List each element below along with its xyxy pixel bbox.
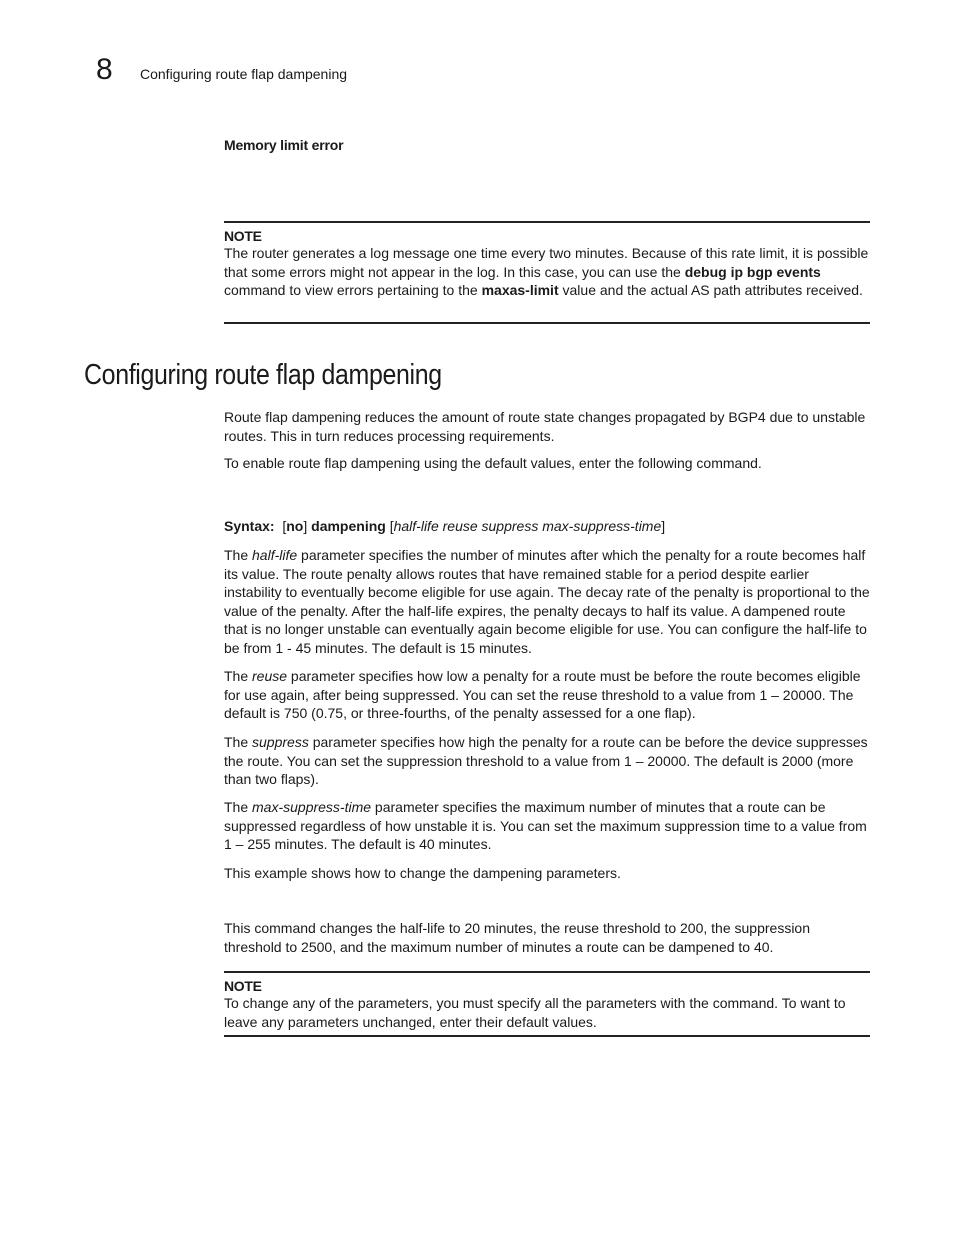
- suppress-paragraph: The suppress parameter specifies how high the penalty for a route can be before the device suppresses the route. You can set the suppression threshold to a value from 1 – 20000. The default is 2000 (more than two flaps).: [224, 734, 868, 788]
- syntax-line: Syntax: [no] dampening [half-life reuse suppress max-suppress-time]: [224, 518, 666, 534]
- syntax-parameters: half-life reuse suppress max-suppress-time: [393, 518, 662, 534]
- note-text: The router generates a log message one time every two minutes. Because of this rate limit, it is possible that some errors might not appear in the log. In this case, you can use the debug ip bgp events command to view errors pertaining to the maxas-limit value and the actual AS path attributes received.: [224, 245, 869, 299]
- reuse-paragraph: The reuse parameter specifies how low a penalty for a route must be before the route becomes eligible for use again, after being suppressed. You can set the reuse threshold to a value from 1 – 20000. The default is 750 (0.75, or three-fourths, of the penalty assessed for a one flap).: [224, 668, 861, 722]
- syntax-command: dampening: [311, 518, 386, 534]
- running-header-title: Configuring route flap dampening: [140, 66, 348, 82]
- note-label: NOTE: [224, 978, 262, 994]
- note-label: NOTE: [224, 228, 262, 244]
- syntax-label: Syntax:: [224, 518, 275, 534]
- note-box-parameters: [224, 971, 870, 1037]
- intro-paragraph: Route flap dampening reduces the amount of route state changes propagated by BGP4 due to unstable routes. This in turn reduces processing requirements.: [224, 409, 866, 444]
- memory-limit-heading: Memory limit error: [224, 137, 344, 153]
- intro-command-paragraph: To enable route flap dampening using the default values, enter the following command.: [224, 455, 762, 471]
- half-life-paragraph: The half-life parameter specifies the number of minutes after which the penalty for a route becomes half its value. The route penalty allows routes that have remained stable for a period despite earlier instability to eventually become eligible for use again. The decay rate of the penalty is proportional to the value of the penalty. After the half-life expires, the penalty decays to half its value. A dampened route that is no longer unstable can eventually again become eligible for use. You can configure the half-life to be from 1 - 45 minutes. The default is 15 minutes.: [224, 547, 870, 656]
- section-title: Configuring route flap dampening: [84, 359, 442, 391]
- command-maxas-limit: maxas-limit: [481, 282, 559, 299]
- note-box-log-rate: [224, 221, 870, 324]
- chapter-number: 8: [96, 53, 113, 86]
- note-text: To change any of the parameters, you must specify all the parameters with the command. To want to leave any parameters unchanged, enter their default values.: [224, 995, 846, 1030]
- example-result-paragraph: This command changes the half-life to 20 minutes, the reuse threshold to 200, the suppression threshold to 2500, and the maximum number of minutes a route can be dampened to 40.: [224, 920, 811, 955]
- command-debug-ip-bgp-events: debug ip bgp events: [684, 263, 821, 280]
- example-intro-paragraph: This example shows how to change the dampening parameters.: [224, 865, 621, 881]
- max-suppress-time-paragraph: The max-suppress-time parameter specifies the maximum number of minutes that a route can be suppressed regardless of how unstable it is. You can set the maximum suppression time to a value from 1 – 255 minutes. The default is 40 minutes.: [224, 799, 867, 853]
